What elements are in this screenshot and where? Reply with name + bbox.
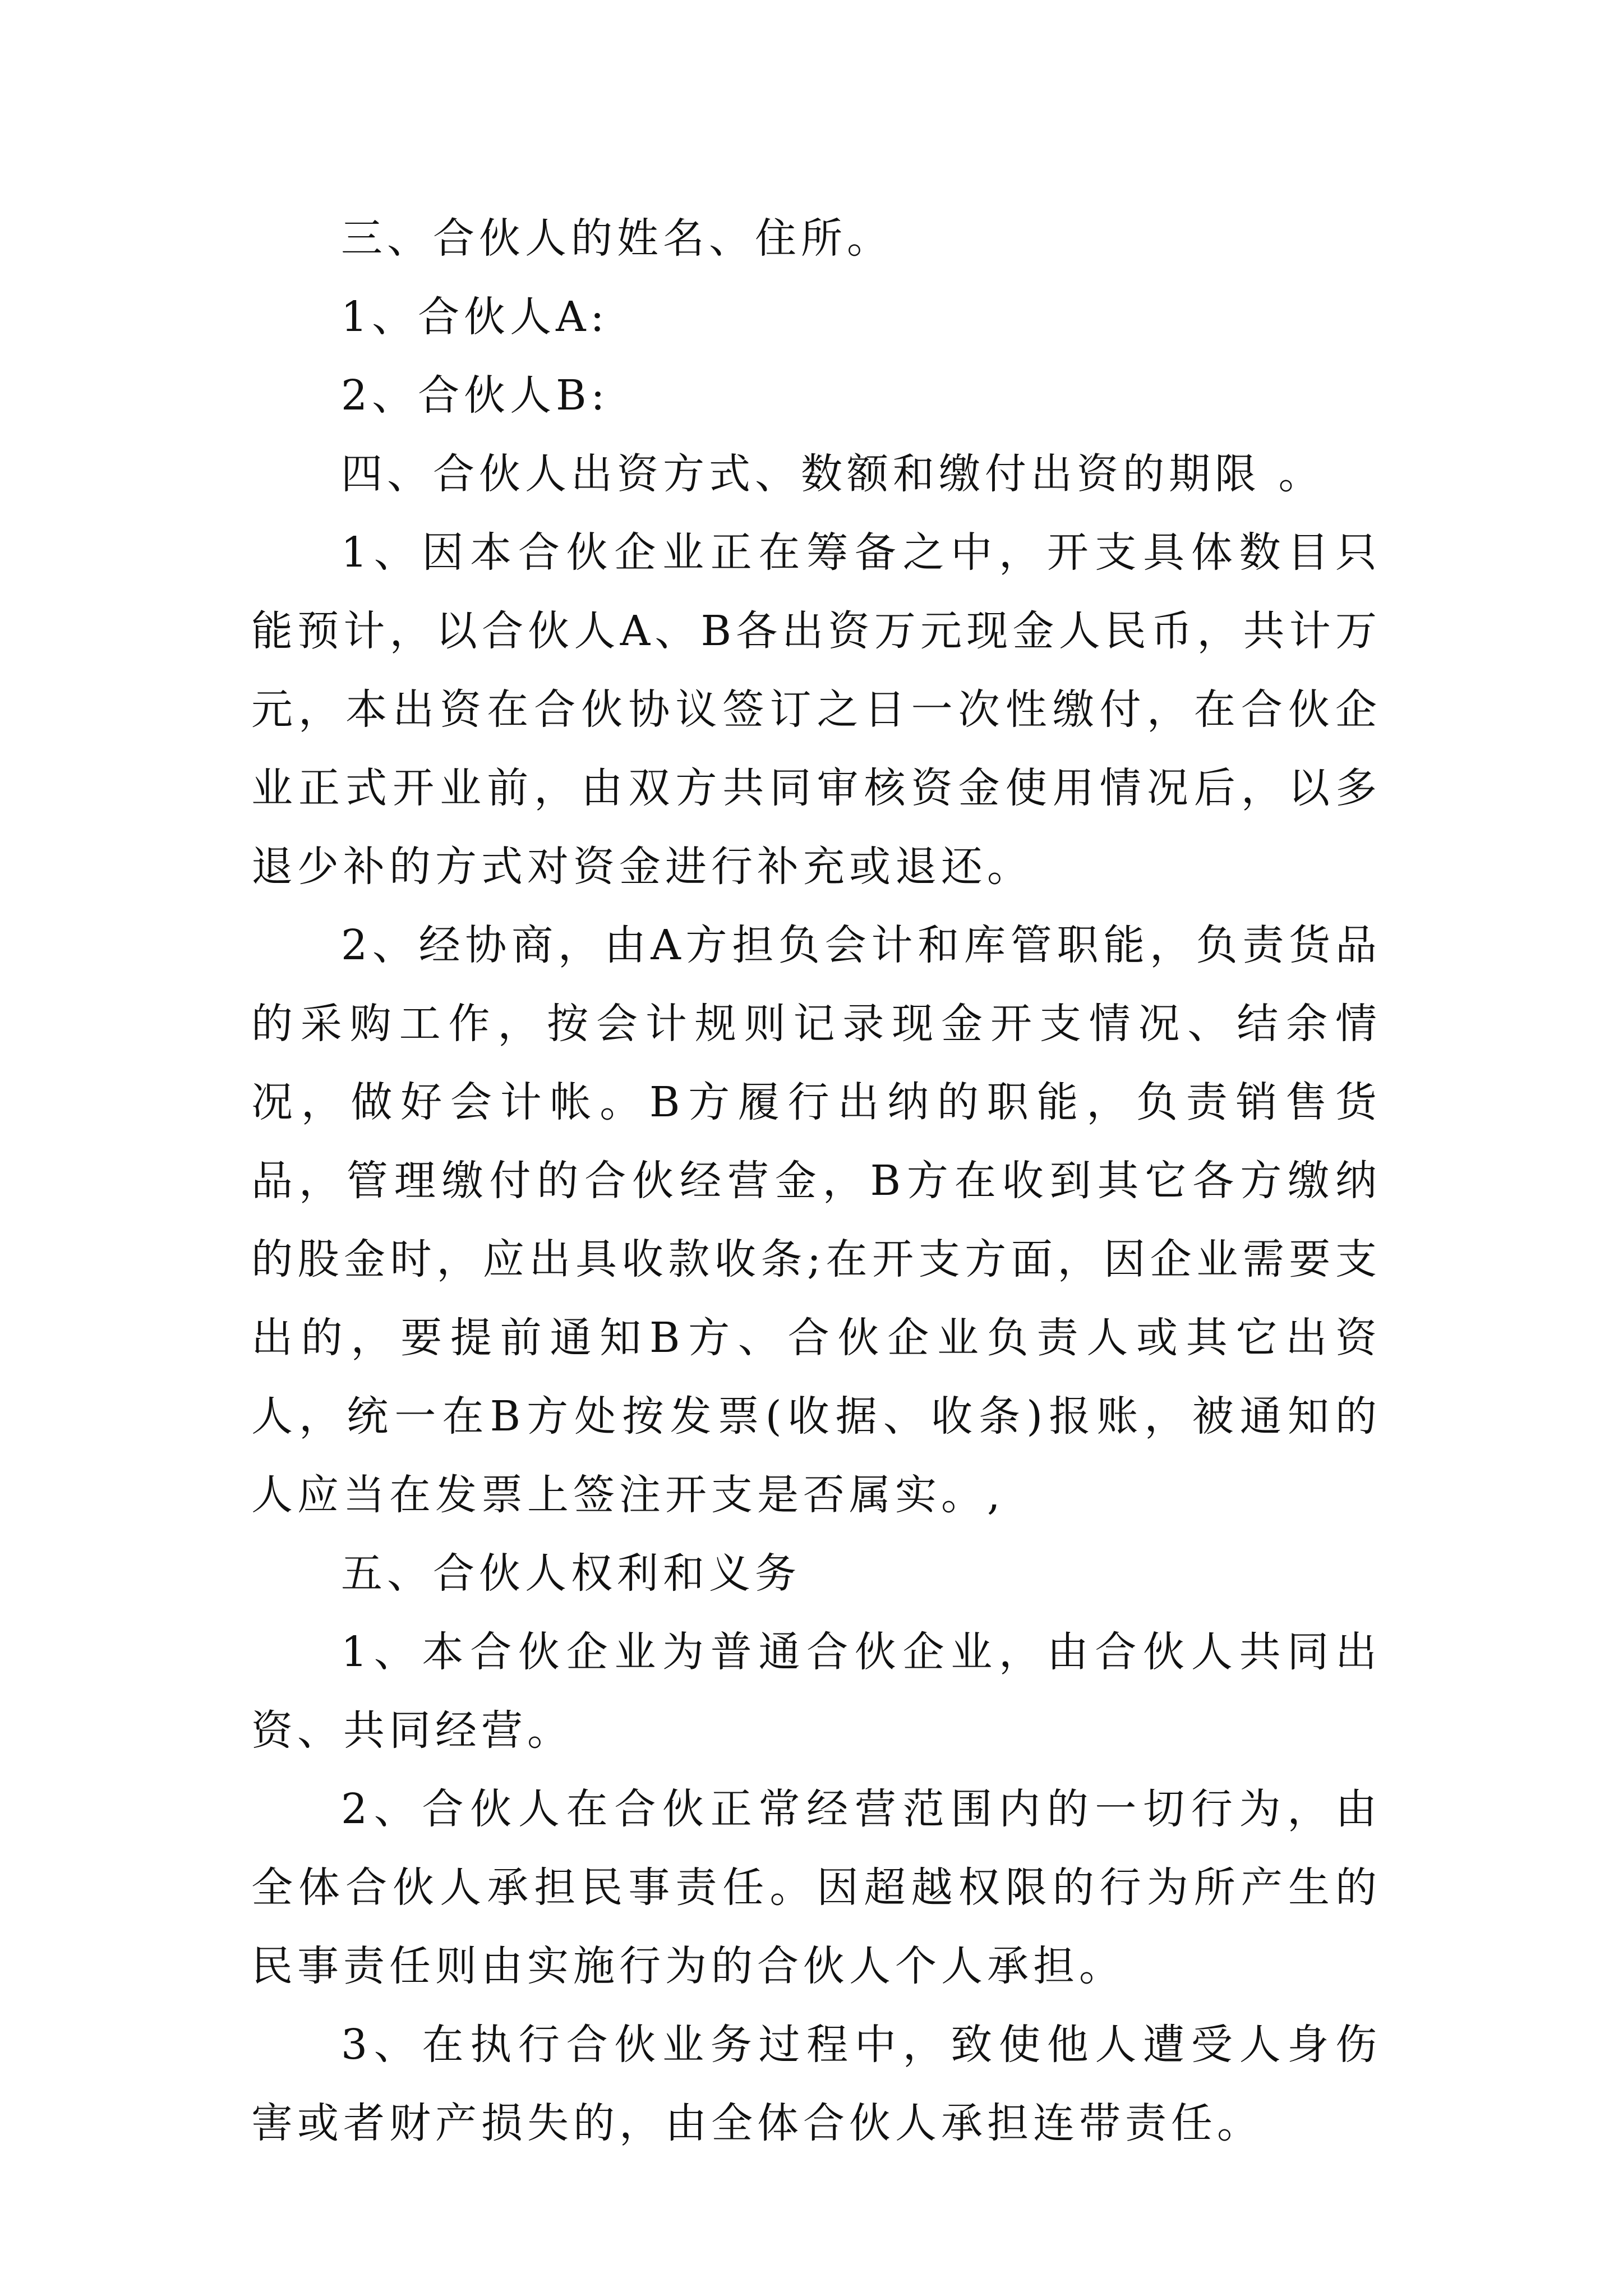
rights-clause-1: 1、本合伙企业为普通合伙企业，由合伙人共同出资、共同经营。: [251, 1628, 1381, 1755]
contribution-clause-2: 2、经协商，由A方担负会计和库管职能，负责货品的采购工作，按会计规则记录现金开支情况、结余情况，做好会计帐。B方履行出纳的职能，负责销售货品，管理缴付的合伙经营金，B方在收到其它各方缴纳的股金时，应出具收款收条;在开支方面，因企业需要支出的，要提前通知B方、合伙企业负责人或其它出资人，统一在B方处按发票(收据、收条)报账，被通知的人应当在发票上签注开支是否属实。,: [251, 921, 1381, 1519]
section-heading-contribution: 四、合伙人出资方式、数额和缴付出资的期限 。: [341, 450, 1325, 498]
rights-clause-2: 2、合伙人在合伙正常经营范围内的一切行为，由全体合伙人承担民事责任。因超越权限的行为所产生的民事责任则由实施行为的合伙人个人承担。: [251, 1785, 1381, 1990]
section-heading-rights: 五、合伙人权利和义务: [341, 1549, 801, 1598]
section-heading-partners: 三、合伙人的姓名、住所。: [341, 214, 893, 263]
partner-b-line: 2、合伙人B:: [341, 371, 610, 420]
partner-a-line: 1、合伙人A:: [341, 293, 609, 341]
document-body: [251, 199, 1381, 2162]
contribution-clause-1: 1、因本合伙企业正在筹备之中，开支具体数目只能预计，以合伙人A、B各出资万元现金人民币，共计万元，本出资在合伙协议签订之日一次性缴付，在合伙企业正式开业前，由双方共同审核资金使用情况后，以多退少补的方式对资金进行补充或退还。: [251, 528, 1381, 891]
rights-clause-3: 3、在执行合伙业务过程中，致使他人遭受人身伤害或者财产损失的，由全体合伙人承担连带责任。: [251, 2021, 1381, 2147]
